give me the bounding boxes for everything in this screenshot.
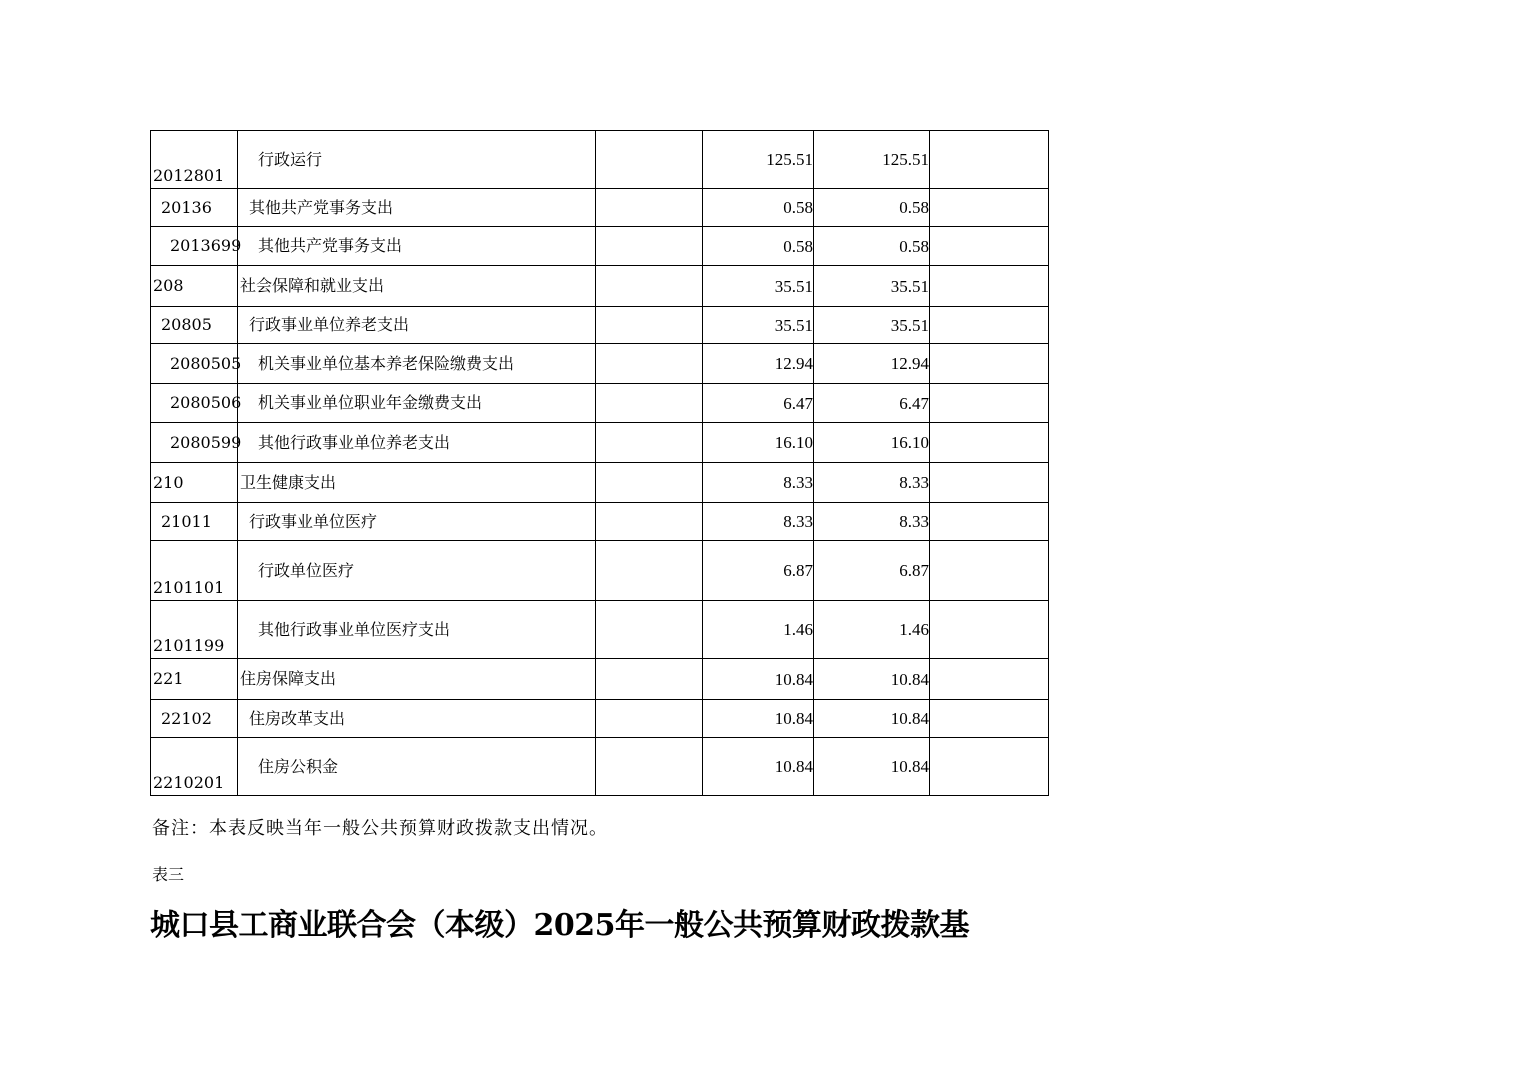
row-empty-cell	[930, 463, 1049, 503]
row-name: 行政事业单位养老支出	[238, 307, 596, 344]
table-row	[151, 423, 1049, 463]
row-empty-cell	[596, 189, 703, 227]
row-code: 2210201	[153, 773, 225, 792]
table-row	[151, 700, 1049, 738]
row-code-cell	[151, 423, 242, 463]
row-code-cell	[151, 503, 238, 541]
table-row	[151, 601, 1049, 659]
row-empty-cell	[930, 131, 1049, 189]
row-value-2: 16.10	[814, 423, 930, 463]
table-row	[151, 131, 1049, 189]
row-value-2: 10.84	[814, 738, 930, 796]
row-name: 行政运行	[238, 131, 596, 189]
row-value-2: 8.33	[814, 503, 930, 541]
row-empty-cell	[596, 131, 703, 189]
table-row	[151, 384, 1049, 423]
row-value-2: 6.47	[814, 384, 930, 423]
row-value-1: 16.10	[703, 423, 814, 463]
row-value-2: 0.58	[814, 227, 930, 266]
row-value-1: 0.58	[703, 227, 814, 266]
row-empty-cell	[930, 266, 1049, 307]
row-name: 社会保障和就业支出	[238, 266, 596, 307]
next-table-title	[150, 900, 1050, 943]
table-row	[151, 227, 1049, 266]
row-empty-cell	[596, 659, 703, 700]
row-empty-cell	[596, 423, 703, 463]
row-empty-cell	[596, 601, 703, 659]
row-value-1: 6.87	[703, 541, 814, 601]
row-code: 20805	[161, 315, 212, 334]
table-row	[151, 463, 1049, 503]
row-name: 住房公积金	[238, 738, 596, 796]
row-value-1: 35.51	[703, 307, 814, 344]
row-value-1: 8.33	[703, 463, 814, 503]
row-value-1: 1.46	[703, 601, 814, 659]
row-code-cell	[151, 738, 238, 796]
row-code: 2080599	[170, 432, 242, 452]
row-value-1: 6.47	[703, 384, 814, 423]
table-label: 表三	[152, 865, 185, 884]
row-code-cell	[151, 700, 238, 738]
row-code-cell	[151, 227, 242, 266]
row-name: 其他行政事业单位养老支出	[238, 423, 596, 463]
row-code-cell	[151, 307, 238, 344]
budget-table	[150, 130, 1049, 796]
row-code: 221	[153, 669, 184, 688]
row-value-1: 10.84	[703, 659, 814, 700]
row-empty-cell	[596, 503, 703, 541]
row-value-2: 10.84	[814, 700, 930, 738]
row-value-2: 6.87	[814, 541, 930, 601]
row-code-cell	[151, 131, 238, 189]
row-empty-cell	[596, 227, 703, 266]
row-code: 2101101	[153, 578, 225, 597]
row-code-cell	[151, 384, 242, 423]
row-empty-cell	[930, 503, 1049, 541]
row-name: 其他共产党事务支出	[238, 227, 596, 266]
row-empty-cell	[596, 700, 703, 738]
row-value-2: 8.33	[814, 463, 930, 503]
row-name: 机关事业单位基本养老保险缴费支出	[238, 344, 596, 384]
row-value-1: 0.58	[703, 189, 814, 227]
row-code: 2012801	[153, 166, 225, 185]
row-code: 210	[153, 472, 184, 492]
table-note: 备注：本表反映当年一般公共预算财政拨款支出情况。	[152, 818, 608, 839]
table-row	[151, 307, 1049, 344]
row-code-cell	[151, 266, 238, 307]
row-name: 卫生健康支出	[238, 463, 596, 503]
row-value-2: 12.94	[814, 344, 930, 384]
row-value-1: 10.84	[703, 738, 814, 796]
row-value-2: 35.51	[814, 266, 930, 307]
row-empty-cell	[930, 344, 1049, 384]
row-code: 2080506	[170, 393, 242, 412]
row-value-2: 10.84	[814, 659, 930, 700]
row-empty-cell	[596, 307, 703, 344]
row-value-2: 35.51	[814, 307, 930, 344]
row-value-2: 1.46	[814, 601, 930, 659]
row-name: 住房改革支出	[238, 700, 596, 738]
row-code-cell	[151, 659, 238, 700]
row-value-2: 0.58	[814, 189, 930, 227]
row-empty-cell	[930, 227, 1049, 266]
table-row	[151, 266, 1049, 307]
row-empty-cell	[930, 601, 1049, 659]
row-empty-cell	[930, 307, 1049, 344]
table-row	[151, 659, 1049, 700]
row-code: 21011	[161, 511, 212, 531]
table-row	[151, 503, 1049, 541]
table-row	[151, 738, 1049, 796]
row-value-1: 10.84	[703, 700, 814, 738]
row-empty-cell	[596, 384, 703, 423]
row-value-2: 125.51	[814, 131, 930, 189]
row-empty-cell	[930, 541, 1049, 601]
row-value-1: 12.94	[703, 344, 814, 384]
row-code: 208	[153, 276, 184, 295]
table-row	[151, 344, 1049, 384]
row-name: 其他行政事业单位医疗支出	[238, 601, 596, 659]
table-row	[151, 541, 1049, 601]
row-code: 2013699	[170, 236, 242, 255]
row-code: 22102	[161, 708, 212, 728]
row-code-cell	[151, 541, 238, 601]
row-code: 20136	[161, 197, 212, 217]
row-code: 2101199	[153, 636, 225, 655]
row-empty-cell	[930, 189, 1049, 227]
row-name: 机关事业单位职业年金缴费支出	[238, 384, 596, 423]
row-empty-cell	[930, 700, 1049, 738]
row-code-cell	[151, 344, 242, 384]
row-empty-cell	[596, 344, 703, 384]
table-row	[151, 189, 1049, 227]
row-empty-cell	[930, 738, 1049, 796]
row-empty-cell	[596, 463, 703, 503]
row-value-1: 35.51	[703, 266, 814, 307]
row-empty-cell	[930, 423, 1049, 463]
row-value-1: 8.33	[703, 503, 814, 541]
row-code-cell	[151, 189, 238, 227]
row-empty-cell	[596, 541, 703, 601]
row-empty-cell	[930, 384, 1049, 423]
row-empty-cell	[596, 266, 703, 307]
row-name: 其他共产党事务支出	[238, 189, 596, 227]
row-code-cell	[151, 463, 238, 503]
row-code-cell	[151, 601, 238, 659]
row-name: 行政单位医疗	[238, 541, 596, 601]
row-empty-cell	[930, 659, 1049, 700]
next-table-title-text: 城口县工商业联合会（本级）2025年一般公共预算财政拨款基	[150, 908, 969, 943]
row-code: 2080505	[170, 353, 242, 373]
row-empty-cell	[596, 738, 703, 796]
row-value-1: 125.51	[703, 131, 814, 189]
row-name: 行政事业单位医疗	[238, 503, 596, 541]
row-name: 住房保障支出	[238, 659, 596, 700]
